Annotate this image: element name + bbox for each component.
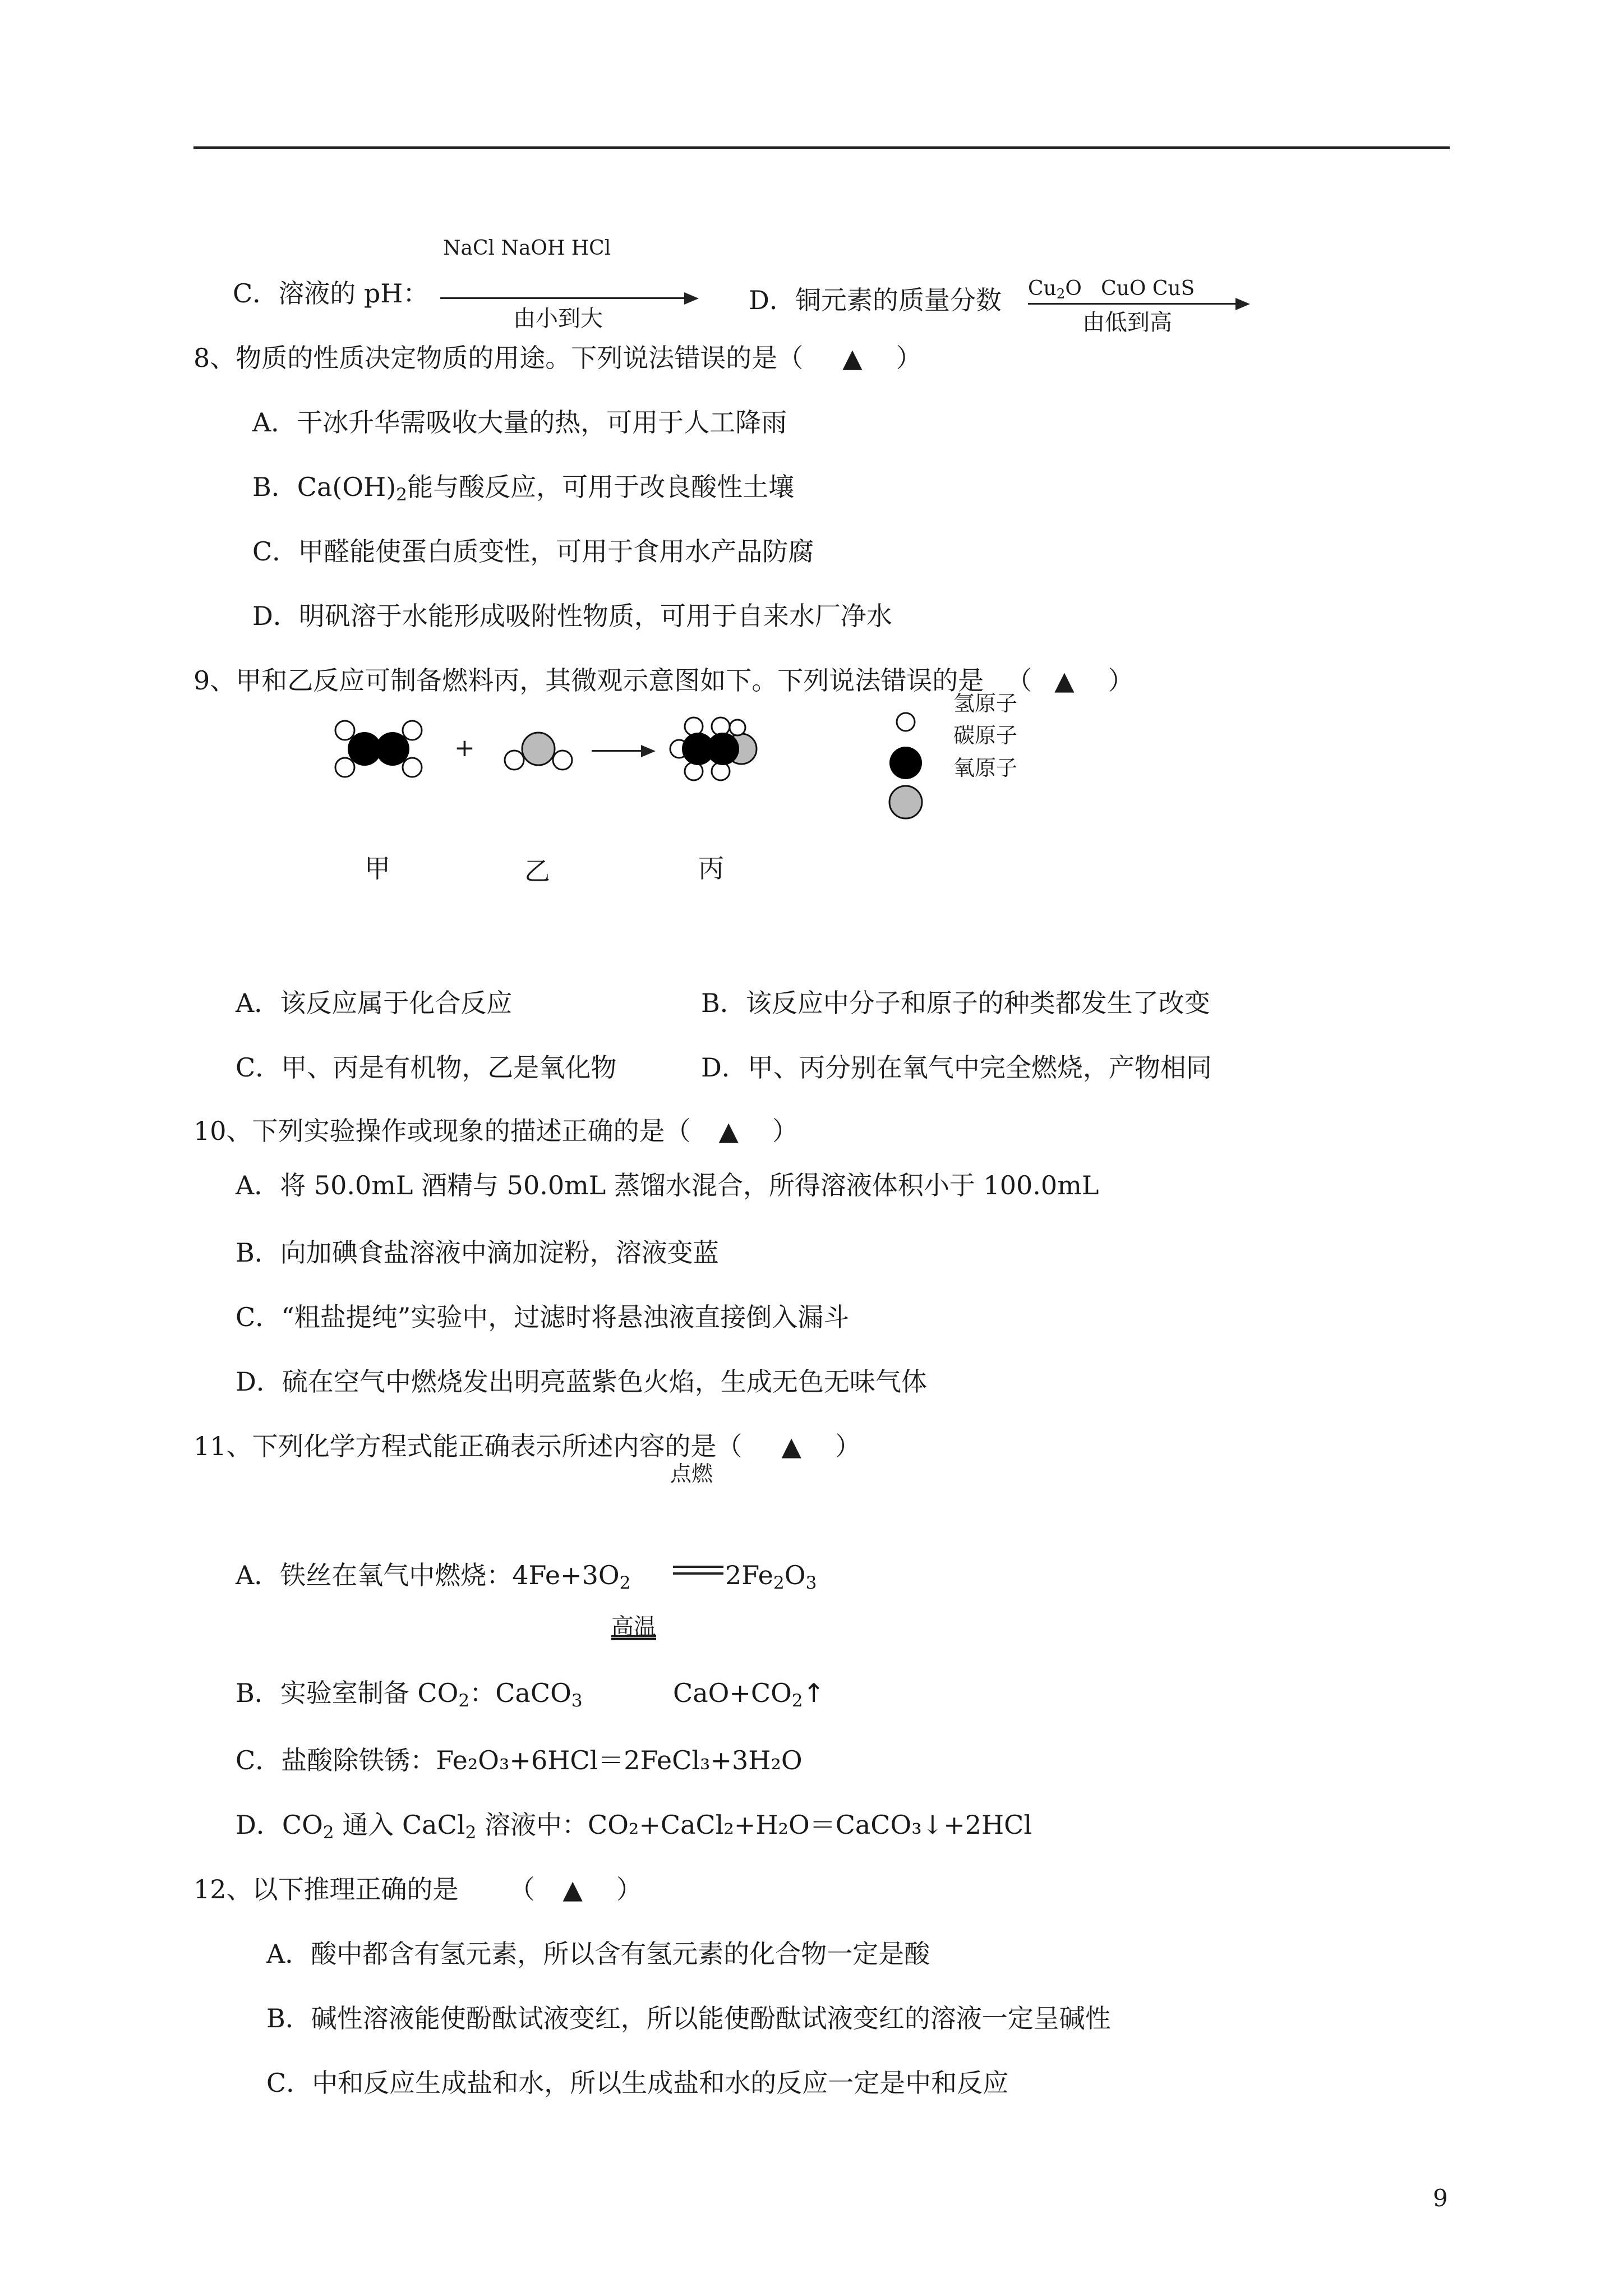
q9-option-b: B．该反应中分子和原子的种类都发生了改变 [701,988,1210,1018]
page-number: 9 [1433,2184,1448,2212]
molecule-bing [665,715,777,783]
label-yi: 乙 [524,856,550,886]
q10-option-a: A．将 50.0mL 酒精与 50.0mL 蒸馏水混合，所得溶液体积小于 100.0mL [236,1170,1099,1200]
q8-stem: 8、物质的性质决定物质的用途。下列说法错误的是（ ▲ ） [193,343,922,373]
label-bing: 丙 [698,853,724,884]
q12-option-a: A．酸中都含有氢元素，所以含有氢元素的化合物一定是酸 [266,1939,930,1969]
q7-c-label: C．溶液的 pH： [233,278,429,309]
q11-option-d: D．$CO_2$ 通入 CaCl$_2$ 溶液中：CO₂+CaCl₂+H₂O＝CaCO₃↓+2HCl [236,1810,1032,1843]
q11-a-product: $2Fe_2O_3$ [725,1560,817,1593]
label-jia: 甲 [365,853,390,884]
q10-option-c: C．“粗盐提纯”实验中，过滤时将悬浊液直接倒入漏斗 [236,1302,850,1332]
q12-option-b: B．碱性溶液能使酚酞试液变红，所以能使酚酞试液变红的溶液一定呈碱性 [266,2003,1111,2033]
q11-a-equals-bottom [673,1572,723,1575]
q12-stem: 12、以下推理正确的是 （ ▲ ） [193,1874,642,1904]
q11-a-condition: 点燃 [670,1461,713,1486]
legend-hydrogen: 氢原子 [953,691,1018,716]
q7-d-arrow-head [1235,298,1250,310]
q7-d-label: D．铜元素的质量分数 [749,285,1002,315]
q11-b-product: $CaO+CO_2↑$ [673,1678,825,1711]
q7-c-items: NaCl NaOH HCl [443,237,611,260]
q11-option-c: C．盐酸除铁锈：Fe₂O₃+6HCl＝2FeCl₃+3H₂O [236,1745,803,1775]
q7-c-arrow-head [684,292,699,305]
q7-c-arrow-label: 由小到大 [513,306,603,332]
q8-option-a: A．干冰升华需吸收大量的热，可用于人工降雨 [252,407,787,438]
q11-stem: 11、下列化学方程式能正确表示所述内容的是（ ▲ ） [193,1431,861,1461]
q10-option-d: D．硫在空气中燃烧发出明亮蓝紫色火焰，生成无色无味气体 [236,1366,927,1397]
legend-oxygen: 氧原子 [953,756,1018,780]
q9-reaction-arrow-line [592,750,641,752]
q11-b-condition: 高温 [611,1614,656,1640]
q7-d-arrow-line [1028,303,1235,305]
q7-c-arrow-line [440,297,684,299]
q11-option-b: B．实验室制备 $CO_2$：CaCO$_3$ [236,1678,583,1711]
q9-option-d: D．甲、丙分别在氧气中完全燃烧，产物相同 [701,1052,1212,1083]
q11-option-a: A．铁丝在氧气中燃烧：$4Fe+3O_2$ [236,1560,631,1593]
q11-a-equals-top [673,1566,723,1568]
q9-option-a: A．该反应属于化合反应 [236,988,513,1018]
atom-legend-icons [883,710,928,822]
q12-option-c: C．中和反应生成盐和水，所以生成盐和水的反应一定是中和反应 [266,2068,1009,2098]
legend-carbon: 碳原子 [953,723,1018,748]
q8-option-d: D．明矾溶于水能形成吸附性物质，可用于自来水厂净水 [252,601,892,631]
molecule-yi [502,726,575,771]
q10-option-b: B．向加碘食盐溶液中滴加淀粉，溶液变蓝 [236,1237,719,1268]
q8-option-b: B．$Ca(OH)_2$能与酸反应，可用于改良酸性土壤 [252,472,795,505]
molecule-jia [325,718,432,780]
q9-option-c: C．甲、丙是有机物，乙是氧化物 [236,1052,617,1083]
header-rule [193,146,1450,149]
q7-d-arrow-label: 由低到高 [1082,310,1172,335]
q9-reaction-arrow-head [641,745,656,757]
q7-d-items: $Cu_2O$ CuO CuS [1028,277,1195,302]
q8-option-c: C．甲醛能使蛋白质变性，可用于食用水产品防腐 [252,536,814,567]
q10-stem: 10、下列实验操作或现象的描述正确的是（ ▲ ） [193,1116,798,1146]
q9-plus: + [454,734,475,762]
q9-stem: 9、甲和乙反应可制备燃料丙，其微观示意图如下。下列说法错误的是 （ ▲ ） [193,665,1134,696]
